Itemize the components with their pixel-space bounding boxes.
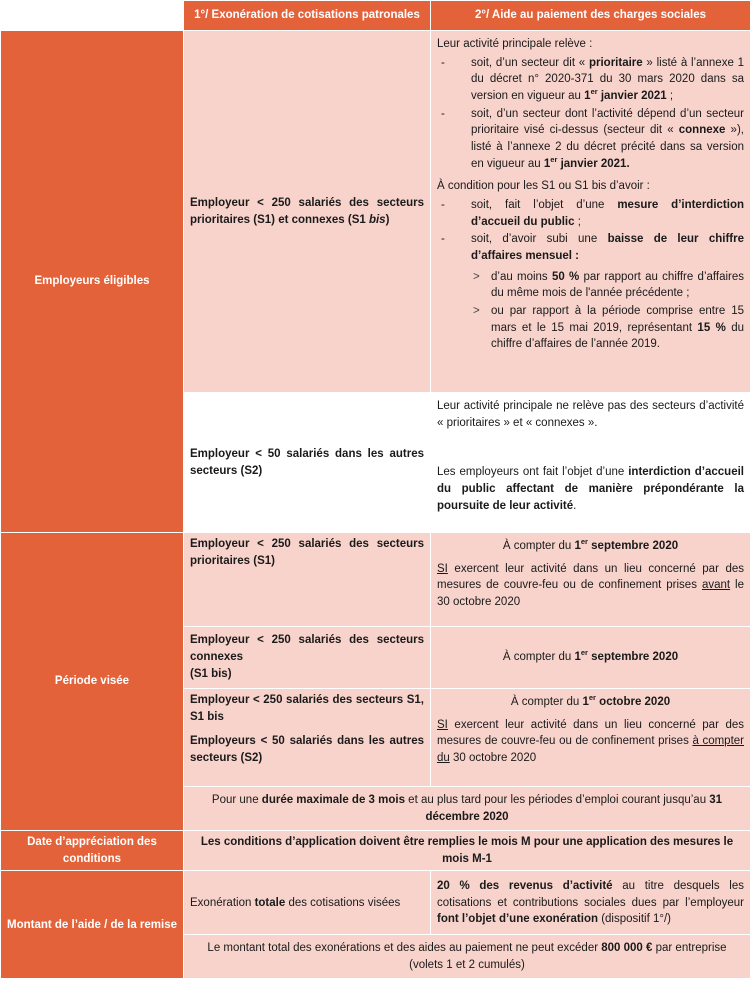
- s1-sector-list: [437, 55, 744, 173]
- header-corner: [1, 1, 184, 31]
- s2-conditions: Leur activité principale ne relève pas des secteurs d’activité « prioritaires » et « connexes ». Les employeurs ont fait l’objet d’une interdiction d’accueil du public affectant de manière prépondérante la poursuite de leur activité.: [431, 393, 750, 533]
- row-label-employeurs-eligibles: Employeurs éligibles: [1, 31, 184, 533]
- s1-ca-50-percent: > d’au moins 50 % par rapport au chiffre d’affaires du même mois de l'année précédente ;: [437, 269, 744, 302]
- s1-condition-interdiction: - soit, fait l’objet d’une mesure d’interdiction d’accueil du public ;: [437, 197, 744, 230]
- amount-aide: 20 % des revenus d’activité au titre desquels les cotisations et contributions sociales dues par l’employeur font l’objet d’une exonération (dispositif 1°/): [431, 871, 750, 935]
- s1-ca-sublist: [437, 269, 744, 353]
- row-label-periode-visee: Période visée: [1, 533, 184, 831]
- amount-ceiling-note: Le montant total des exonérations et des aides au paiement ne peut excéder 800 000 € par entreprise (volets 1 et 2 cumulés): [184, 935, 750, 979]
- date-appreciation-text: Les conditions d’application doivent être remplies le mois M pour une application des mesures le mois M-1: [184, 831, 750, 871]
- period-s1-conditions: À compter du 1er septembre 2020 SI exercent leur activité dans un lieu concerné par des mesures de couvre-feu ou de confinement prises avant le 30 octobre 2020: [431, 533, 750, 627]
- row-label-date-appreciation: Date d’appréciation des conditions: [1, 831, 184, 871]
- s1-sector-connexe: - soit, d’un secteur dont l’activité dépend d’un secteur prioritaire visé ci-dessus (secteur dit « connexe »), listé à l’annexe 2 du décret précité dans sa version en vigueur au 1er janvier 2021.: [437, 106, 744, 173]
- s1-sector-prioritaire: - soit, d’un secteur dit « prioritaire » listé à l’annexe 1 du décret n° 2020-371 du 30 mars 2020 dans sa version en vigueur au 1er janvier 2021 ;: [437, 55, 744, 105]
- s1-condition-list: [437, 197, 744, 265]
- period-s1bis-date: À compter du 1er septembre 2020: [431, 627, 750, 689]
- period-duration-note: Pour une durée maximale de 3 mois et au plus tard pour les périodes d’emploi courant jusqu’au 31 décembre 2020: [184, 787, 750, 831]
- s2-criteria: Employeur < 50 salariés dans les autres secteurs (S2): [184, 393, 431, 533]
- header-exoneration: 1°/ Exonération de cotisations patronales: [184, 1, 431, 31]
- s1-conditions: Leur activité principale relève : - soit, d’un secteur dit « prioritaire » listé à l’annexe 1 du décret n° 2020-371 du 30 mars 2020 dans sa version en vigueur au 1er janvier 2021 ; - soit, d’un secteur dont l’activité dépend d’un secteur prioritaire visé ci-dessus (secteur dit « connexe »), listé à l’annexe 2 du décret précité dans sa version en vigueur au 1er janvier 2021. À condition pour les S1 ou S1 bis d’avoir : - soit, fait l’objet d’une mesure d’interdiction d’accueil du public ; - soit, d’avoir subi une baisse de leur chiffre d’affaires mensuel : > d’au moins 50 % par rapport au chiffre d’affaires du même mois de l'année précédente ; > ou par rapport à la période comprise entre 15 mars et le 15 mai 2019, représentant 15 % du chiffre d’affaires de l’année 2019.: [431, 31, 750, 393]
- row-label-montant: Montant de l’aide / de la remise: [1, 871, 184, 979]
- s1-criteria: Employeur < 250 salariés des secteurs prioritaires (S1) et connexes (S1 bis): [184, 31, 431, 393]
- header-aide-paiement: 2°/ Aide au paiement des charges sociales: [431, 1, 750, 31]
- period-s1-criteria: Employeur < 250 salariés des secteurs prioritaires (S1): [184, 533, 431, 627]
- period-s2-conditions: À compter du 1er octobre 2020 SI exercent leur activité dans un lieu concerné par des mesures de couvre-feu ou de confinement prises à compter du 30 octobre 2020: [431, 689, 750, 787]
- s1-ca-15-percent: > ou par rapport à la période comprise entre 15 mars et le 15 mai 2019, représentant 15 % du chiffre d’affaires de l’année 2019.: [437, 303, 744, 353]
- s1-condition-baisse-ca: - soit, d’avoir subi une baisse de leur chiffre d’affaires mensuel :: [437, 231, 744, 264]
- period-s2-criteria: Employeur < 250 salariés des secteurs S1, S1 bis Employeurs < 50 salariés dans les autres secteurs (S2): [184, 689, 431, 787]
- period-s1bis-criteria: Employeur < 250 salariés des secteurs connexes (S1 bis): [184, 627, 431, 689]
- amount-exoneration: Exonération totale des cotisations visées: [184, 871, 431, 935]
